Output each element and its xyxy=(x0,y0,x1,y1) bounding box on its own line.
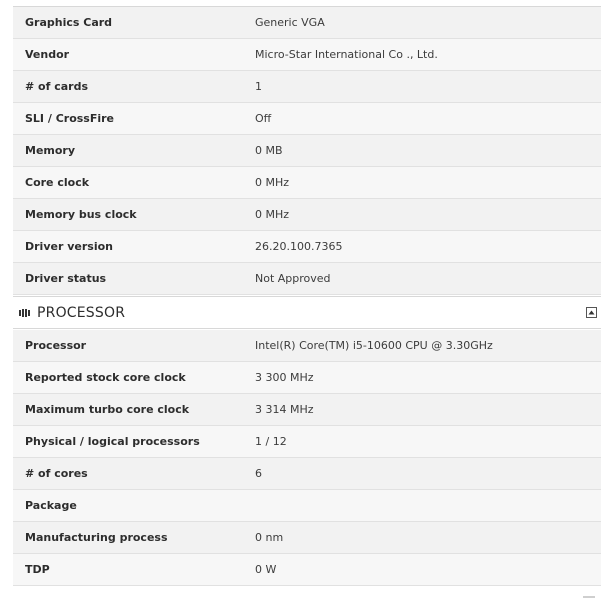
row-label: Vendor xyxy=(25,48,70,61)
table-row xyxy=(13,554,601,586)
row-value: 0 MHz xyxy=(255,176,290,189)
row-label: Processor xyxy=(25,339,87,352)
row-label: Driver version xyxy=(25,240,113,253)
row-value: 6 xyxy=(255,467,262,480)
table-row xyxy=(13,458,601,490)
row-label: SLI / CrossFire xyxy=(25,112,115,125)
row-label: Manufacturing process xyxy=(25,531,168,544)
row-label: Core clock xyxy=(25,176,90,189)
row-value: 1 xyxy=(255,80,262,93)
table-row xyxy=(13,199,601,231)
row-label: Memory bus clock xyxy=(25,208,137,221)
table-row xyxy=(13,394,601,426)
row-value: Not Approved xyxy=(255,272,331,285)
row-label: Physical / logical processors xyxy=(25,435,200,448)
row-value: 1 / 12 xyxy=(255,435,287,448)
table-row xyxy=(13,522,601,554)
table-row xyxy=(13,362,601,394)
row-value: Micro-Star International Co ., Ltd. xyxy=(255,48,438,61)
row-value: 0 W xyxy=(255,563,277,576)
processor-table xyxy=(13,330,601,586)
row-label: # of cards xyxy=(25,80,89,93)
row-value: Intel(R) Core(TM) i5-10600 CPU @ 3.30GHz xyxy=(255,339,493,352)
processor-section-header xyxy=(13,296,601,329)
table-row xyxy=(13,103,601,135)
table-row xyxy=(13,263,601,295)
row-label: Reported stock core clock xyxy=(25,371,186,384)
row-value: 3 300 MHz xyxy=(255,371,314,384)
table-row xyxy=(13,490,601,522)
table-row xyxy=(13,135,601,167)
table-row xyxy=(13,167,601,199)
row-label: Memory xyxy=(25,144,76,157)
row-value: 26.20.100.7365 xyxy=(255,240,343,253)
row-value: Generic VGA xyxy=(255,16,325,29)
row-value: 3 314 MHz xyxy=(255,403,314,416)
row-label: TDP xyxy=(25,563,50,576)
section-title: PROCESSOR xyxy=(37,304,126,321)
table-row xyxy=(13,71,601,103)
row-value: 0 MB xyxy=(255,144,283,157)
row-label: Driver status xyxy=(25,272,107,285)
row-value: 0 nm xyxy=(255,531,284,544)
table-row xyxy=(13,330,601,362)
table-row xyxy=(13,7,601,39)
table-row xyxy=(13,426,601,458)
row-value: Off xyxy=(255,112,272,125)
row-label: # of cores xyxy=(25,467,88,480)
row-value: 0 MHz xyxy=(255,208,290,221)
row-label: Maximum turbo core clock xyxy=(25,403,190,416)
row-label: Graphics Card xyxy=(25,16,113,29)
collapse-up-icon[interactable] xyxy=(586,307,597,318)
graphics-card-table xyxy=(13,6,601,295)
table-row xyxy=(13,231,601,263)
next-section-edge xyxy=(583,596,595,598)
table-row xyxy=(13,39,601,71)
chip-icon xyxy=(19,308,31,318)
row-label: Package xyxy=(25,499,77,512)
